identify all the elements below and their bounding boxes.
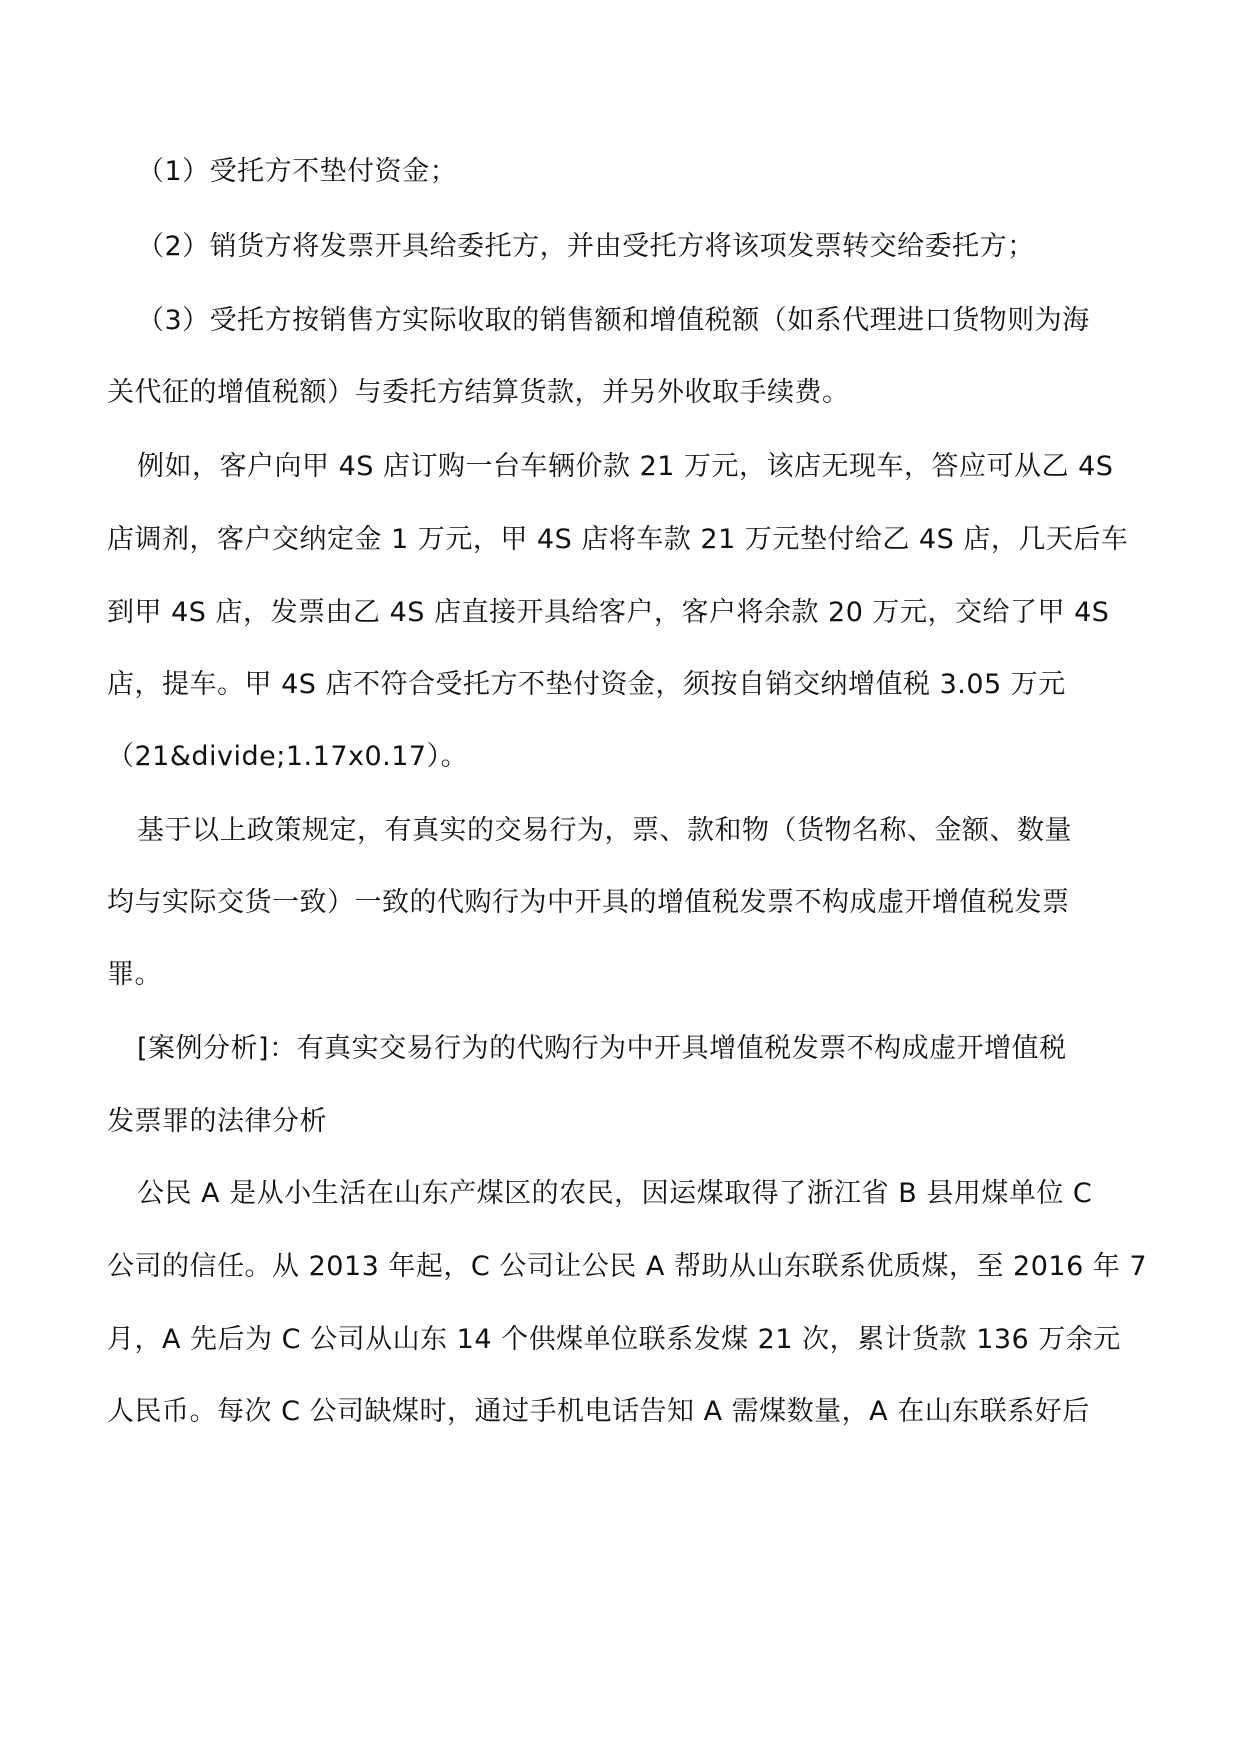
text-line-16: 公司的信任。从 2013 年起，C 公司让公民 A 帮助从山东联系优质煤，至 2016 年 7 (107, 1251, 1148, 1282)
text-line-18: 人民币。每次 C 公司缺煤时，通过手机电话告知 A 需煤数量，A 在山东联系好后 (107, 1396, 1090, 1427)
text-line-15: 公民 A 是从小生活在山东产煤区的农民，因运煤取得了浙江省 B 县用煤单位 C (137, 1178, 1093, 1209)
text-line-13: [案例分析]：有真实交易行为的代购行为中开具增值税发票不构成虚开增值税 (137, 1033, 1067, 1064)
text-line-8: 店，提车。甲 4S 店不符合受托方不垫付资金，须按自销交纳增值税 3.05 万元 (107, 669, 1066, 700)
text-line-4: 关代征的增值税额）与委托方结算货款，并另外收取手续费。 (107, 377, 850, 408)
text-line-1: （1）受托方不垫付资金； (137, 156, 458, 187)
text-line-17: 月，A 先后为 C 公司从山东 14 个供煤单位联系发煤 21 次，累计货款 136 万余元 (107, 1324, 1121, 1355)
text-line-14: 发票罪的法律分析 (107, 1106, 327, 1137)
text-line-3: （3）受托方按销售方实际收取的销售额和增值税额（如系代理进口货物则为海 (137, 305, 1090, 336)
text-line-2: （2）销货方将发票开具给委托方，并由受托方将该项发票转交给委托方； (137, 231, 1035, 262)
text-line-7: 到甲 4S 店，发票由乙 4S 店直接开具给客户，客户将余款 20 万元，交给了甲 4S (107, 597, 1110, 628)
text-line-10: 基于以上政策规定，有真实的交易行为，票、款和物（货物名称、金额、数量 (137, 815, 1072, 846)
text-line-11: 均与实际交货一致）一致的代购行为中开具的增值税发票不构成虚开增值税发票 (107, 887, 1070, 918)
text-line-6: 店调剂，客户交纳定金 1 万元，甲 4S 店将车款 21 万元垫付给乙 4S 店，几天后车 (107, 524, 1129, 555)
text-line-5: 例如，客户向甲 4S 店订购一台车辆价款 21 万元，该店无现车，答应可从乙 4S (137, 451, 1114, 482)
text-line-12: 罪。 (107, 959, 162, 990)
text-line-9: （21&divide;1.17x0.17）。 (107, 741, 469, 772)
